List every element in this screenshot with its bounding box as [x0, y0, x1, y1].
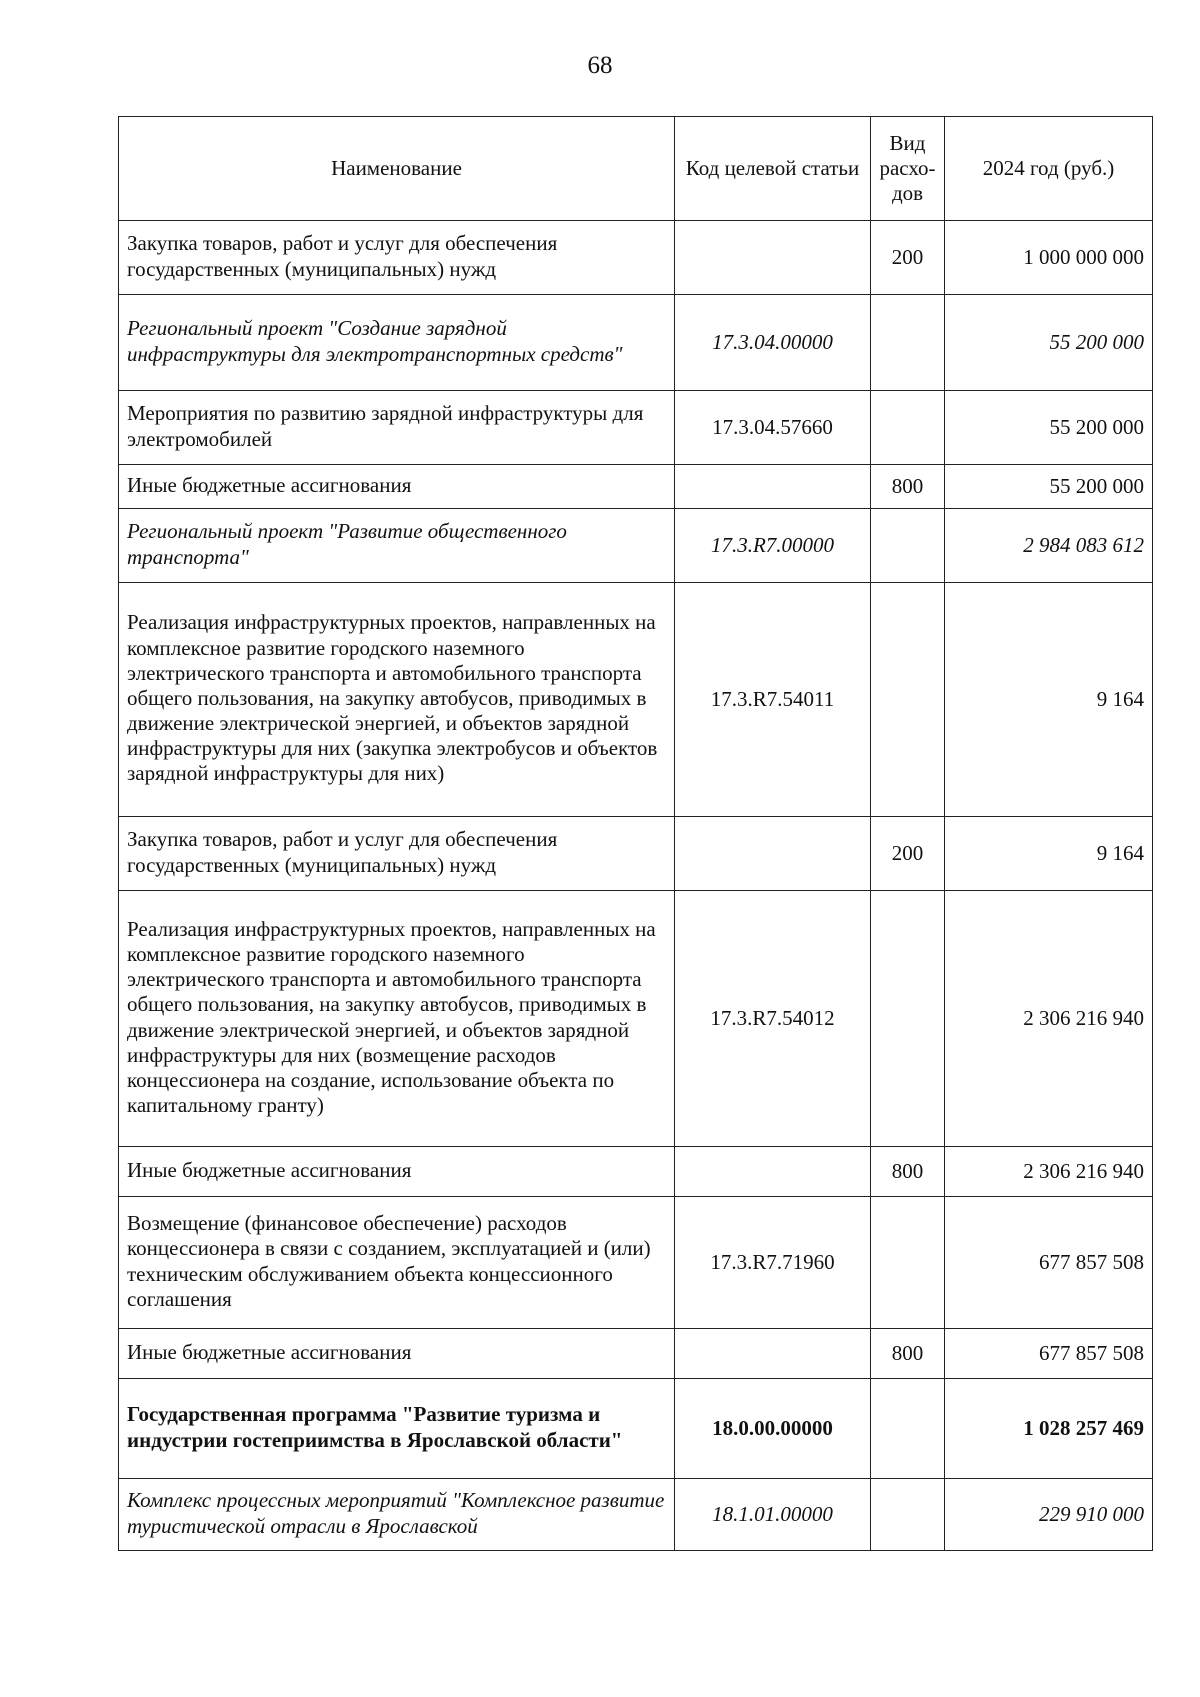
cell-code: 18.0.00.00000	[675, 1379, 871, 1479]
cell-vid	[871, 583, 945, 817]
cell-code: 18.1.01.00000	[675, 1479, 871, 1551]
cell-amount: 55 200 000	[945, 465, 1153, 509]
cell-amount: 2 984 083 612	[945, 509, 1153, 583]
cell-vid: 200	[871, 817, 945, 891]
page-number: 68	[587, 52, 613, 79]
cell-vid: 200	[871, 221, 945, 295]
cell-name: Государственная программа "Развитие туризма и индустрии гостеприимства в Ярославской области"	[119, 1379, 675, 1479]
cell-vid: 800	[871, 465, 945, 509]
cell-code	[675, 817, 871, 891]
cell-amount: 9 164	[945, 583, 1153, 817]
header-name: Наименование	[119, 117, 675, 221]
cell-name: Закупка товаров, работ и услуг для обеспечения государственных (муниципальных) нужд	[119, 221, 675, 295]
table-row	[119, 221, 1153, 295]
cell-vid	[871, 391, 945, 465]
cell-name: Мероприятия по развитию зарядной инфраструктуры для электромобилей	[119, 391, 675, 465]
cell-vid	[871, 509, 945, 583]
table-row	[119, 1329, 1153, 1379]
cell-amount: 1 000 000 000	[945, 221, 1153, 295]
cell-vid	[871, 295, 945, 391]
cell-amount: 677 857 508	[945, 1329, 1153, 1379]
cell-vid	[871, 1479, 945, 1551]
cell-amount: 2 306 216 940	[945, 891, 1153, 1147]
cell-vid: 800	[871, 1147, 945, 1197]
cell-amount: 1 028 257 469	[945, 1379, 1153, 1479]
table-row	[119, 295, 1153, 391]
table-body	[119, 221, 1153, 1551]
table-row	[119, 891, 1153, 1147]
cell-amount: 9 164	[945, 817, 1153, 891]
table-row	[119, 1479, 1153, 1551]
table-row	[119, 509, 1153, 583]
cell-amount: 2 306 216 940	[945, 1147, 1153, 1197]
cell-name: Реализация инфраструктурных проектов, направленных на комплексное развитие городского наземного электрического транспорта и автомобильного транспорта общего пользования, на закупку автобусов, приводимых в движение электрической энергией, и объектов зарядной инфраструктуры для них (закупка электробусов и объектов зарядной инфраструктуры для них)	[119, 583, 675, 817]
table-row	[119, 817, 1153, 891]
cell-name: Иные бюджетные ассигнования	[119, 1147, 675, 1197]
header-vid: Вид расхо-дов	[871, 117, 945, 221]
table-row	[119, 391, 1153, 465]
cell-code: 17.3.04.57660	[675, 391, 871, 465]
cell-code: 17.3.R7.00000	[675, 509, 871, 583]
cell-name: Региональный проект "Создание зарядной инфраструктуры для электротранспортных средств"	[119, 295, 675, 391]
cell-name: Возмещение (финансовое обеспечение) расходов концессионера в связи с созданием, эксплуатацией и (или) техническим обслуживанием объекта концессионного соглашения	[119, 1197, 675, 1329]
table-row	[119, 1197, 1153, 1329]
cell-code: 17.3.R7.54012	[675, 891, 871, 1147]
table-row	[119, 1147, 1153, 1197]
cell-name: Реализация инфраструктурных проектов, направленных на комплексное развитие городского наземного электрического транспорта и автомобильного транспорта общего пользования, на закупку автобусов, приводимых в движение электрической энергией, и объектов зарядной инфраструктуры для них (возмещение расходов концессионера на создание, использование объекта по капитальному гранту)	[119, 891, 675, 1147]
budget-table	[118, 116, 1153, 1551]
header-amount: 2024 год (руб.)	[945, 117, 1153, 221]
table-header-row	[119, 117, 1153, 221]
cell-code: 17.3.R7.54011	[675, 583, 871, 817]
cell-code: 17.3.R7.71960	[675, 1197, 871, 1329]
cell-code	[675, 1329, 871, 1379]
cell-vid	[871, 1379, 945, 1479]
cell-code	[675, 465, 871, 509]
header-code: Код целевой статьи	[675, 117, 871, 221]
cell-vid	[871, 891, 945, 1147]
cell-name: Закупка товаров, работ и услуг для обеспечения государственных (муниципальных) нужд	[119, 817, 675, 891]
cell-amount: 677 857 508	[945, 1197, 1153, 1329]
cell-name: Иные бюджетные ассигнования	[119, 1329, 675, 1379]
cell-name: Комплекс процессных мероприятий "Комплексное развитие туристической отрасли в Ярославской	[119, 1479, 675, 1551]
cell-code	[675, 1147, 871, 1197]
cell-vid: 800	[871, 1329, 945, 1379]
table-row	[119, 1379, 1153, 1479]
cell-name: Иные бюджетные ассигнования	[119, 465, 675, 509]
cell-amount: 55 200 000	[945, 295, 1153, 391]
cell-code: 17.3.04.00000	[675, 295, 871, 391]
table-row	[119, 583, 1153, 817]
cell-amount: 55 200 000	[945, 391, 1153, 465]
cell-name: Региональный проект "Развитие общественного транспорта"	[119, 509, 675, 583]
cell-code	[675, 221, 871, 295]
cell-amount: 229 910 000	[945, 1479, 1153, 1551]
table-row	[119, 465, 1153, 509]
cell-vid	[871, 1197, 945, 1329]
